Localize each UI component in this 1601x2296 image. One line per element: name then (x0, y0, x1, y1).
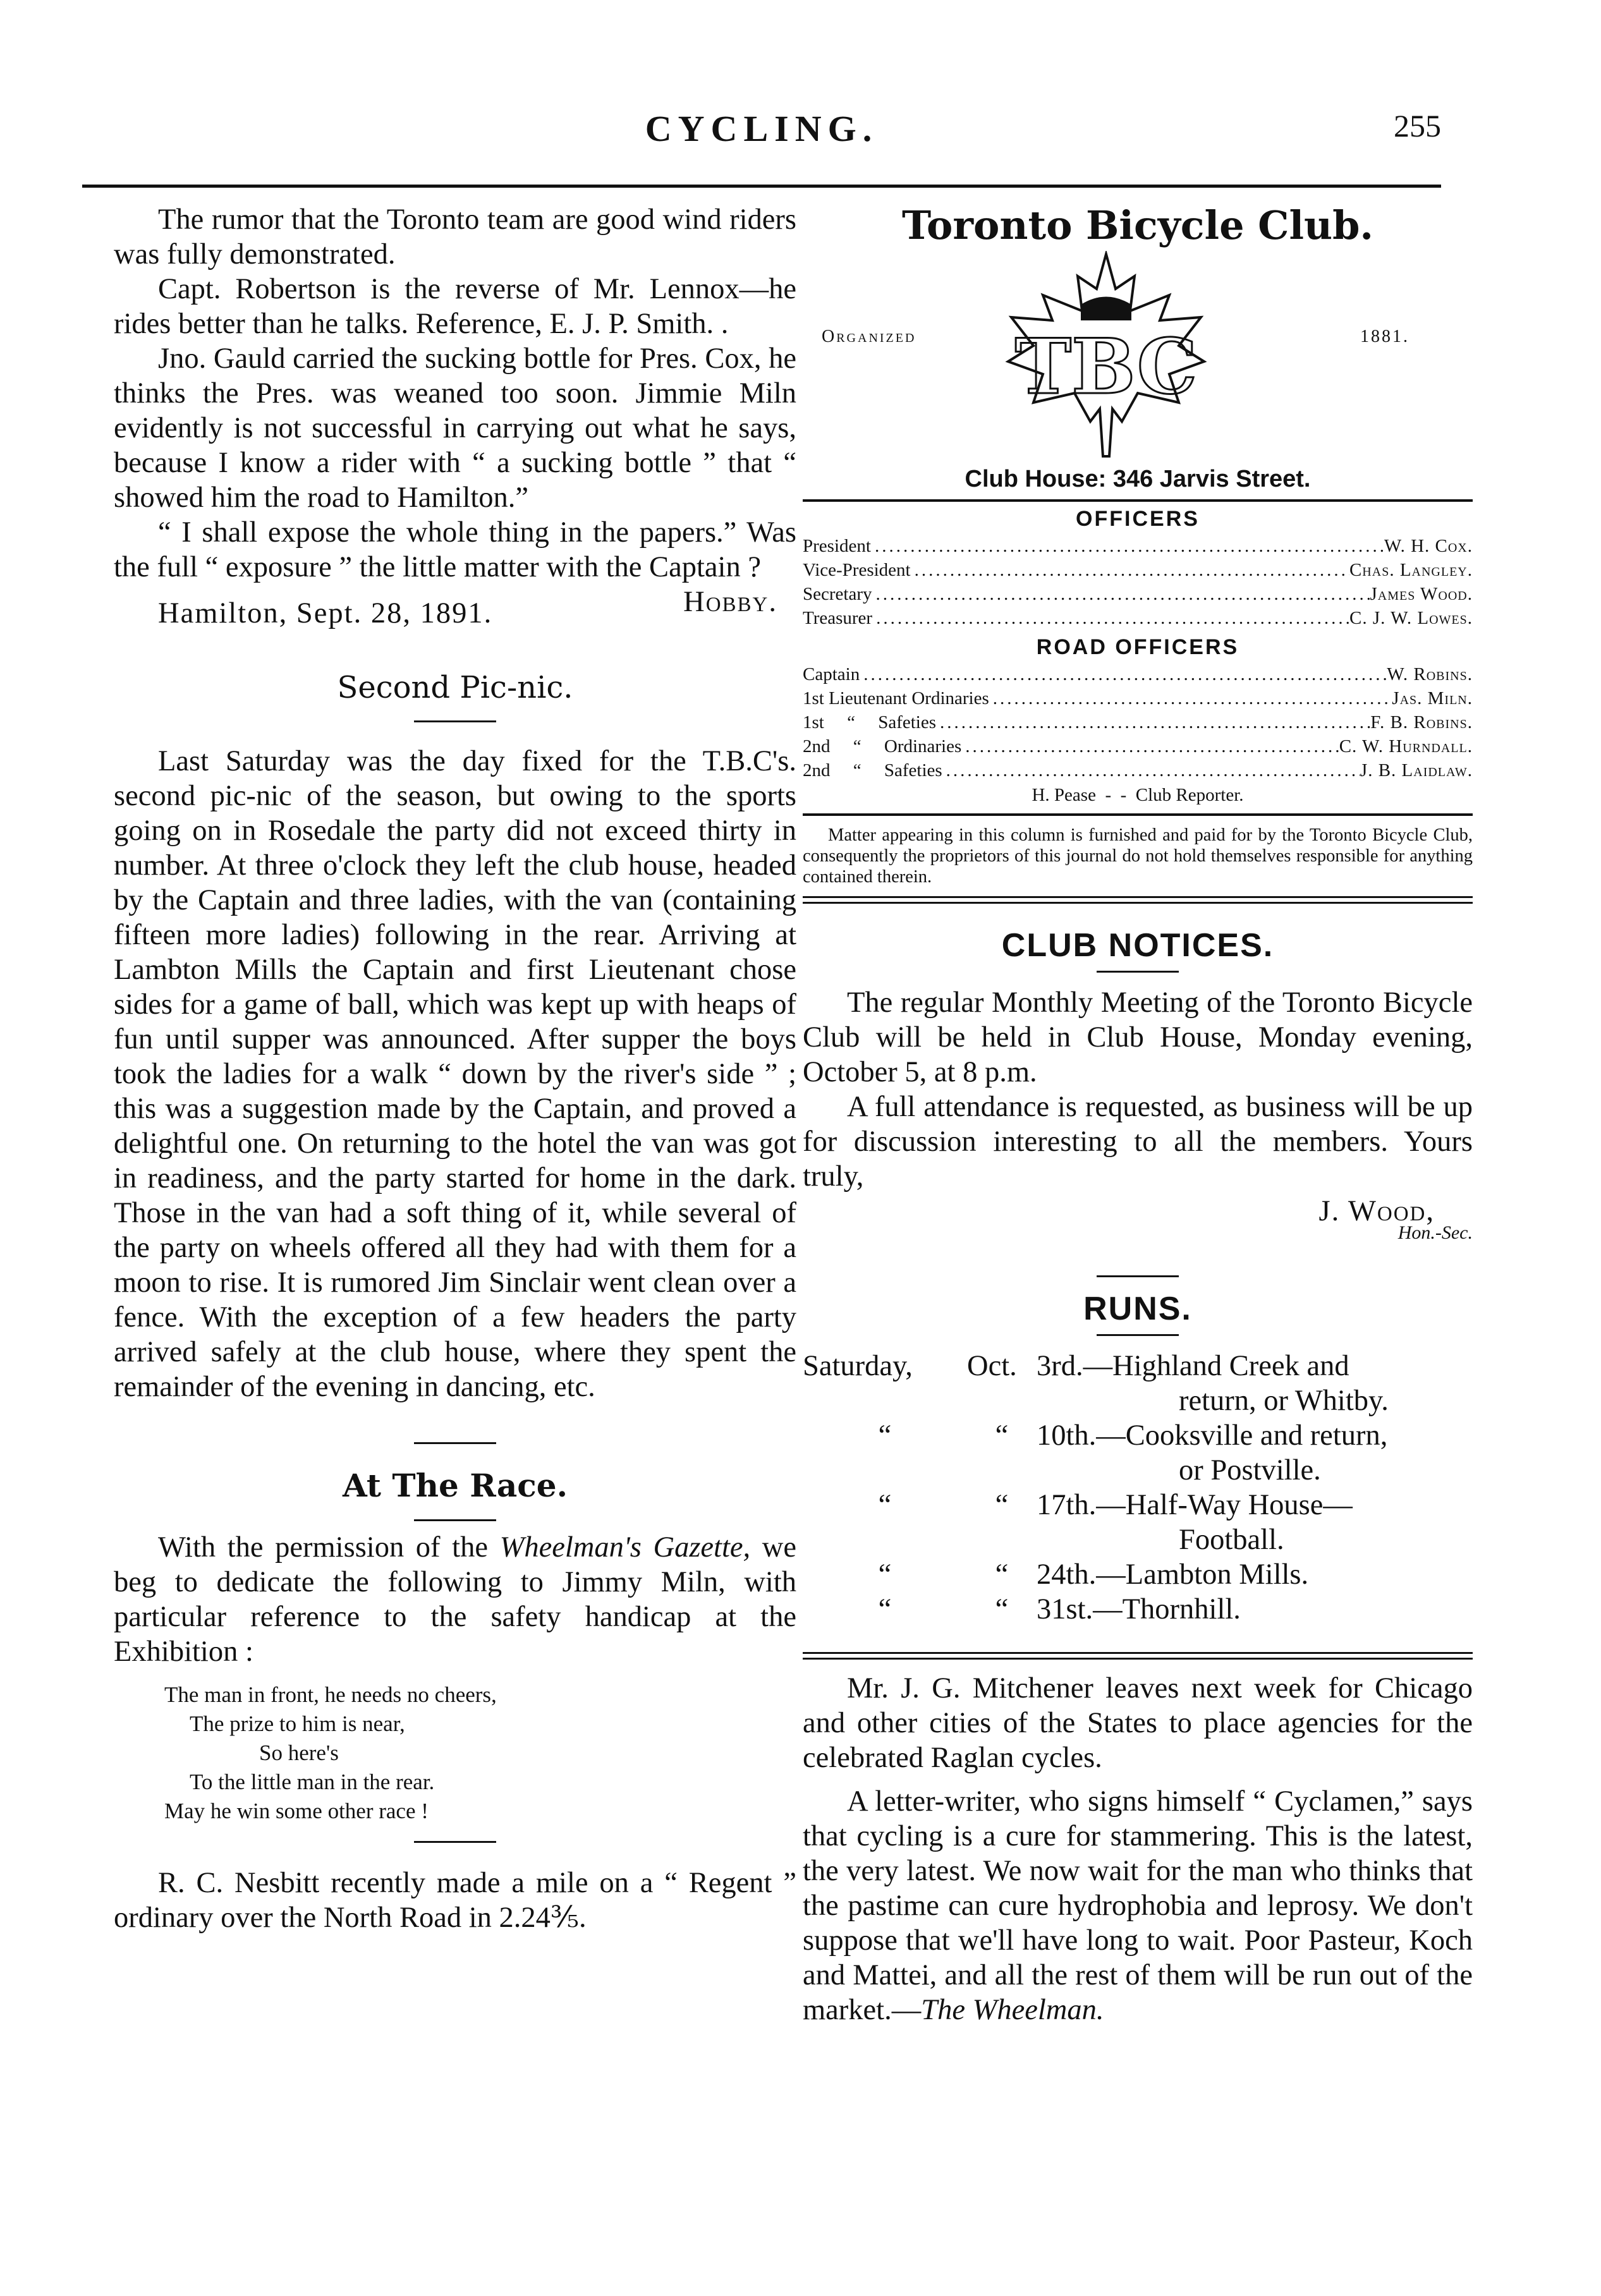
road-officer-name: J. B. Laidlaw. (1360, 760, 1473, 781)
officer-role: President (803, 536, 871, 556)
runs-title: RUNS. (1083, 1291, 1192, 1327)
nesbitt-rule (414, 1841, 496, 1843)
run-day: “ (878, 1489, 892, 1521)
race-intro-before: With the permission of the (158, 1531, 500, 1564)
rule (803, 813, 1473, 816)
run-month: “ (995, 1593, 1009, 1625)
poem-line: So here's (259, 1740, 339, 1765)
run-continuation: or Postville. (1179, 1454, 1321, 1486)
mitchener-paragraph: Mr. J. G. Mitchener leaves next week for Chicago and other cities of the States to place agencies for the celebrated Raglan cycles. (803, 1672, 1473, 1774)
road-officer-row (803, 734, 1473, 758)
officer-row (803, 558, 1473, 582)
road-officer-role: 1st “ Safeties (803, 712, 937, 732)
paragraph-expose-text: “ I shall expose the whole thing in the papers.” Was the full “ exposure ” the little matter with the Captain ? (114, 516, 796, 583)
officer-row (803, 606, 1473, 630)
paragraph-rumor: The rumor that the Toronto team are good wind riders was fully demonstrated. (114, 203, 796, 270)
picnic-rule (414, 720, 496, 722)
officer-row (803, 582, 1473, 606)
race-rule-top (414, 1442, 496, 1444)
road-officer-name: Jas. Miln. (1392, 688, 1473, 708)
road-officer-role: 2nd “ Safeties (803, 760, 942, 781)
run-row (803, 1592, 1473, 1627)
run-continuation: Football. (1179, 1524, 1284, 1556)
club-reporter: H. Pease - - Club Reporter. (1032, 785, 1244, 805)
nesbitt-paragraph: R. C. Nesbitt recently made a mile on a “ Regent ” ordinary over the North Road in 2.24⅗. (114, 1867, 796, 1934)
run-month: Oct. (967, 1350, 1017, 1382)
notice-signature-title: Hon.-Sec. (1397, 1222, 1473, 1243)
road-officer-name: F. B. Robins. (1370, 712, 1473, 732)
cyclamen-source: The Wheelman. (921, 1994, 1104, 2026)
road-officer-role: 2nd “ Ordinaries (803, 736, 962, 756)
officers-heading: OFFICERS (1076, 507, 1200, 531)
road-officer-row (803, 686, 1473, 710)
run-month: “ (995, 1489, 1009, 1521)
notice-signature-name: J. Wood, (1318, 1195, 1435, 1227)
run-text: 31st.—Thornhill. (1037, 1593, 1241, 1625)
club-house-address: Club House: 346 Jarvis Street. (965, 466, 1311, 492)
road-officer-row (803, 758, 1473, 782)
logo-monogram: TBC (1014, 322, 1198, 411)
cyclamen-paragraph (803, 1784, 1473, 2027)
double-rule (803, 896, 1473, 904)
picnic-title: Second Pic-nic. (337, 670, 573, 705)
notice-paragraph: A full attendance is requested, as business will be up for discussion interesting to all the members. Yours truly, (803, 1091, 1473, 1193)
officer-name: C. J. W. Lowes. (1349, 608, 1473, 628)
organized-label: Organized (822, 327, 916, 346)
road-officer-row (803, 710, 1473, 734)
road-officers-heading: ROAD OFFICERS (1036, 635, 1239, 659)
officer-name: James Wood. (1370, 584, 1473, 604)
officer-role: Vice-President (803, 560, 911, 580)
run-text: 17th.—Half-Way House— (1037, 1489, 1353, 1521)
maple-leaf-logo-icon (986, 251, 1226, 459)
officer-role: Treasurer (803, 608, 873, 628)
officer-name: W. H. Cox. (1384, 536, 1473, 556)
cyclamen-text: A letter-writer, who signs himself “ Cyclamen,” says that cycling is a cure for stammering. This is the latest, the very latest. We now wait for the man who thinks that the pastime can cure hydrophobia and leprosy. We don't suppose that we'll have long to wait. Poor Pasteur, Koch and Mattei, and all the rest of them will be run out of the market.— (803, 1785, 1473, 2026)
run-row (803, 1418, 1473, 1453)
double-rule (803, 1652, 1473, 1660)
officer-name: Chas. Langley. (1349, 560, 1473, 580)
run-day: “ (878, 1593, 892, 1625)
road-officer-name: C. W. Hurndall. (1339, 736, 1473, 756)
club-notices-title: CLUB NOTICES. (1001, 927, 1274, 964)
race-intro-italic: Wheelman's Gazette, (499, 1531, 751, 1564)
run-text: 3rd.—Highland Creek and (1037, 1350, 1349, 1382)
club-title: Toronto Bicycle Club. (901, 202, 1374, 248)
poem (164, 1680, 796, 1826)
road-officer-role: Captain (803, 664, 860, 684)
rule (803, 499, 1473, 502)
officer-role: Secretary (803, 584, 872, 604)
race-rule (414, 1519, 496, 1521)
signature-hobby: Hobby. (683, 586, 777, 618)
runs-list (803, 1349, 1473, 1627)
paragraph-gauld: Jno. Gauld carried the sucking bottle for Pres. Cox, he thinks the Pres. was weaned too soon. Jimmie Miln evidently is not successful in carrying out what he says, because I know a rider with “ a sucking bottle ” that “ showed him the road to Hamilton.” (114, 343, 796, 514)
runs-rule-top (1097, 1275, 1179, 1277)
run-day: “ (878, 1419, 892, 1452)
runs-rule (1097, 1334, 1179, 1336)
header-rule (82, 185, 1441, 188)
run-continuation: return, or Whitby. (1179, 1385, 1389, 1417)
notice-paragraph: The regular Monthly Meeting of the Toronto Bicycle Club will be held in Club House, Monday evening, October 5, at 8 p.m. (803, 987, 1473, 1088)
paragraph-robertson: Capt. Robertson is the reverse of Mr. Lennox—he rides better than he talks. Reference, E. J. P. Smith. . (114, 273, 796, 340)
running-header (82, 107, 1441, 164)
picnic-body: Last Saturday was the day fixed for the T.B.C's. second pic-nic of the season, but owing to the sports going on in Rosedale the party did not exceed thirty in number. At three o'clock they left the club house, headed by the Captain and three ladies, with the van (containing fifteen more ladies) following in the rear. Arriving at Lambton Mills the Captain and first Lieutenant chose sides for a game of ball, which was kept up with heaps of fun until supper was announced. After supper the boys took the ladies for a walk “ down by the river's side ” ; this was a suggestion made by the Captain, and proved a delightful one. On returning to the hotel the van was got in readiness, and the party started for home in the dark. Those in the van had a soft thing of it, while several of the party on wheels offered all they had with them for a moon to rise. It is rumored Jim Sinclair went clean over a fence. With the exception of a few headers the party arrived safely at the club house, where they spent the remainder of the evening in dancing, etc. (114, 745, 796, 1403)
road-officer-name: W. Robins. (1387, 664, 1473, 684)
poem-line: The prize to him is near, (190, 1711, 405, 1736)
club-emblem-row (803, 251, 1473, 459)
left-column (114, 202, 796, 1935)
road-officer-row (803, 662, 1473, 686)
page-number: 255 (1394, 108, 1441, 143)
race-intro-after: we beg to dedicate the following to Jimmy Miln, with particular reference to the safety handicap at the Exhibition : (114, 1531, 796, 1668)
run-row (803, 1557, 1473, 1592)
disclaimer: Matter appearing in this column is furnished and paid for by the Toronto Bicycle Club, consequently the proprietors of this journal do not hold themselves responsible for anything contained therein. (803, 825, 1473, 887)
race-title: At The Race. (343, 1467, 568, 1504)
road-officer-role: 1st Lieutenant Ordinaries (803, 688, 989, 708)
notices-rule (1097, 971, 1179, 973)
dateline: Hamilton, Sept. 28, 1891. (158, 597, 493, 629)
right-column (803, 202, 1473, 2027)
run-month: “ (995, 1558, 1009, 1591)
year-label: 1881. (1360, 327, 1409, 346)
run-row (803, 1488, 1473, 1522)
officer-row (803, 534, 1473, 558)
journal-title: CYCLING. (645, 108, 879, 149)
run-month: “ (995, 1419, 1009, 1452)
run-text: 10th.—Cooksville and return, (1037, 1419, 1388, 1452)
poem-line: The man in front, he needs no cheers, (164, 1682, 497, 1707)
poem-line: May he win some other race ! (164, 1799, 429, 1823)
poem-line: To the little man in the rear. (190, 1770, 435, 1794)
run-day: “ (878, 1558, 892, 1591)
race-intro (114, 1530, 796, 1669)
run-day: Saturday, (803, 1350, 913, 1382)
run-row (803, 1349, 1473, 1383)
run-text: 24th.—Lambton Mills. (1037, 1558, 1309, 1591)
